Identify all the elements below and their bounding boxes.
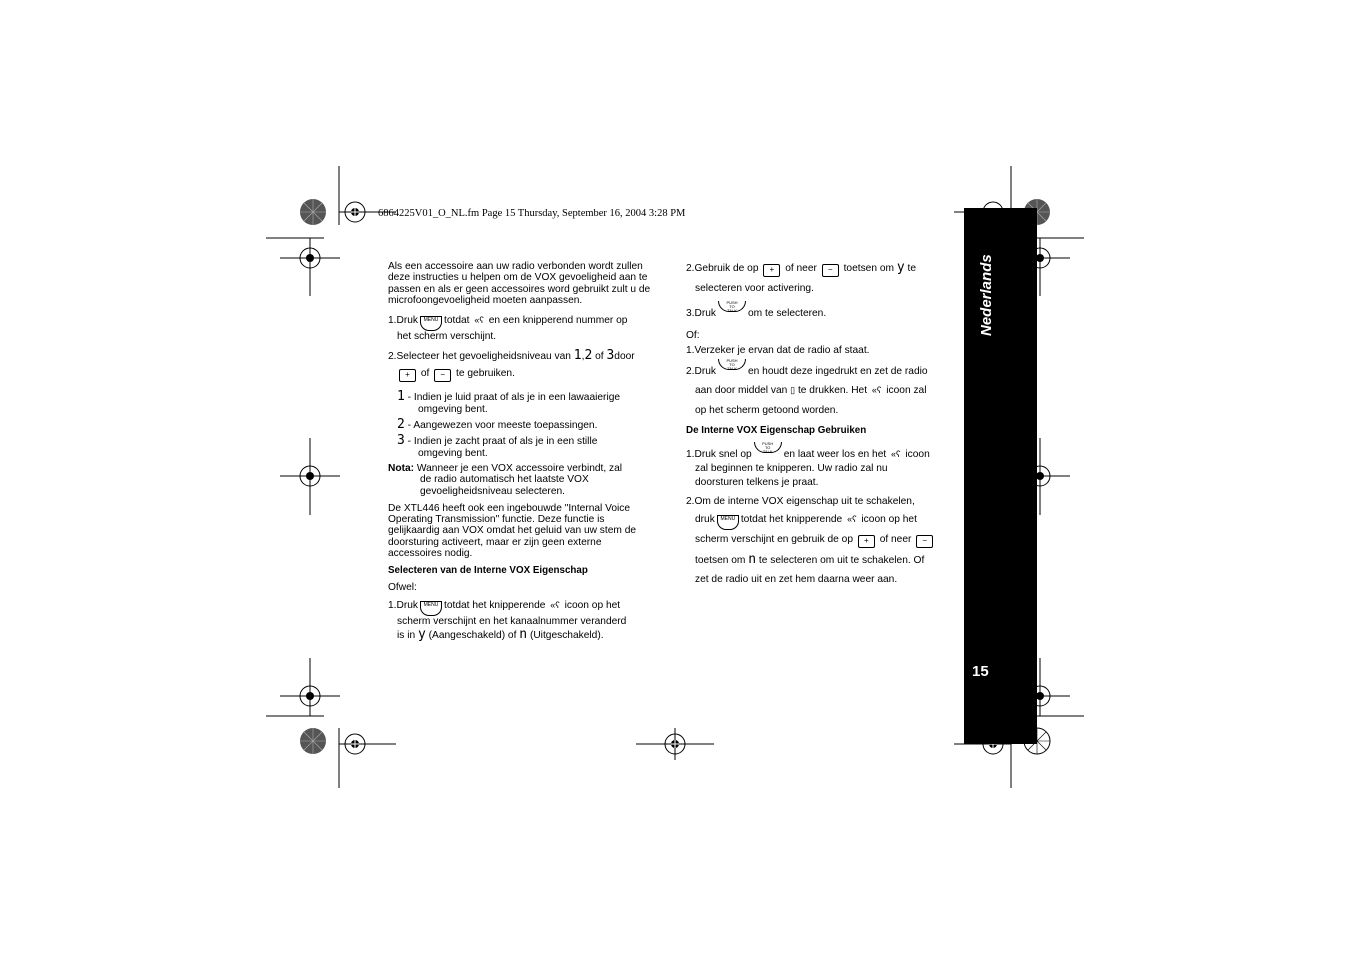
minus-key-icon: − xyxy=(434,369,451,382)
of-label: Of: xyxy=(686,329,700,341)
minus-key-icon: − xyxy=(822,264,839,277)
file-header: 6864225V01_O_NL.fm Page 15 Thursday, September 16, 2004 3:28 PM xyxy=(378,208,686,219)
plus-key-icon: + xyxy=(858,535,875,548)
select-step-1: 1.Druk MENU totdat het knipperende «ʕ icoon op het xyxy=(388,597,660,616)
vox-icon: «ʕ xyxy=(891,449,901,459)
sidebar-language-title: Nederlands xyxy=(978,254,995,336)
vox-icon: «ʕ xyxy=(847,514,857,524)
alt-step-2: 2.DrukPUSH TO TALK en houdt deze ingedrukt en zet de radio xyxy=(686,357,928,377)
plus-key-icon: + xyxy=(399,369,416,382)
seg-n-icon: n xyxy=(519,627,528,643)
seg-n-icon: n xyxy=(748,551,757,567)
level-2: 2 - Aangewezen voor meeste toepassingen. xyxy=(397,417,598,433)
alt-step-1: 1.Verzeker je ervan dat de radio af staat. xyxy=(686,344,870,356)
plus-key-icon: + xyxy=(763,264,780,277)
ptt-key-icon: PUSH TO TALK xyxy=(718,301,746,312)
step-1: 1.Druk MENU totdat «ʕ en een knipperend nummer op xyxy=(388,312,660,331)
seg-2-icon: 2 xyxy=(584,348,593,364)
ptt-key-icon: PUSH TO TALK xyxy=(718,359,746,370)
use-step-2: 2.Om de interne VOX eigenschap uit te schakelen, xyxy=(686,496,915,507)
level-3: 3 - Indien je zacht praat of als je in een stille xyxy=(397,433,598,449)
section-heading-select: Selecteren van de Interne VOX Eigenschap xyxy=(388,565,588,577)
use-step-1: 1.Druk snel opPUSH TO TALK en laat weer los en het «ʕ icoon xyxy=(686,441,930,460)
vox-icon: «ʕ xyxy=(871,385,882,395)
activate-step-2: 2.Gebruik de op + of neer − toetsen om y te xyxy=(686,260,917,275)
seg-3-icon: 3 xyxy=(606,348,615,364)
seg-1-icon: 1 xyxy=(573,348,582,364)
menu-key-icon: MENU xyxy=(420,601,442,616)
intro-paragraph: Als een accessoire aan uw radio verbonden wordt zullen deze instructies u helpen om de VOX gevoeligheid aan te passen en als er geen accessoires word gebruikt zult u de microfoongevoeligheid moeten aanpassen. xyxy=(388,261,651,306)
step-2: 2.Selecteer het gevoeligheidsniveau van 1,2 of 3door xyxy=(388,348,635,364)
nota: Nota: Wanneer je een VOX accessoire verbindt, zal xyxy=(388,462,623,474)
minus-key-icon: − xyxy=(916,535,933,548)
section-heading-use: De Interne VOX Eigenschap Gebruiken xyxy=(686,425,867,436)
step-1-cont: het scherm verschijnt. xyxy=(397,331,497,343)
activate-step-3: 3.DrukPUSH TO TALK om te selecteren. xyxy=(686,300,827,319)
vox-icon: «ʕ xyxy=(474,315,484,326)
vox-icon: «ʕ xyxy=(550,599,560,610)
left-column: Als een accessoire aan uw radio verbonden wordt zullen deze instructies u helpen om de VOX gevoeligheid aan te passen en als er geen accessoires word gebruikt zult u de microfoongevoeligheid moeten aanpassen. 1.Druk MENU totdat «ʕ en een knipperend nummer op het scherm verschijnt. 2.Selecteer het gevoeligheidsniveau van 1,2 of 3door + of − te gebruiken. 1 - Indien je luid praat of als je in een lawaaierige omgeving bent. 2 - Aangewezen voor meeste toepassingen. 3 - Indien je zacht praat of als je in een stille omgeving bent. Nota: Wanneer je een VOX accessoire verbindt, zal de radio automatisch het laatste VOX gevoeligheidsniveau selecteren. De XTL446 heeft ook een ingebouwde "Internal Voice Operating Transmission" functie. Deze functie is gelijkaardig aan VOX omdat het geluid van uw stem de doorsturing activeert, maar er zijn geen externe accessoires nodig. Selecteren van de Interne VOX Eigenschap Ofwel: 1.Druk MENU totdat het knipperende «ʕ icoon op het scherm verschijnt en het kanaalnummer veranderd is in y (Aangeschakeld) of n (Uitgeschakeld). xyxy=(388,261,660,644)
xtl-paragraph: De XTL446 heeft ook een ingebouwde "Internal Voice xyxy=(388,502,631,514)
ofwel-label: Ofwel: xyxy=(388,581,417,593)
right-column: 2.Gebruik de op + of neer − toetsen om y te selecteren voor activering. 3.DrukPUSH TO TALK om te selecteren. Of: 1.Verzeker je ervan dat de radio af staat. 2.DrukPUSH TO TALK en houdt deze ingedrukt en zet de radio aan door middel van ▯ te drukken. Het «ʕ icoon zal op het scherm getoond worden. De Interne VOX Eigenschap Gebruiken 1.Druk snel opPUSH TO TALK en laat weer los en het «ʕ icoon zal beginnen te knipperen. Uw radio zal nu doorsturen telkens je praat. 2.Om de interne VOX eigenschap uit te schakelen, druk MENU totdat het knipperende «ʕ icoon op het scherm verschijnt en gebruik de op + of neer − toetsen om n te selecteren om uit te schakelen. Of zet de radio uit en zet hem daarna weer aan. xyxy=(686,258,956,590)
page-number: 15 xyxy=(972,663,989,680)
step-2-cont: + of − te gebruiken. xyxy=(388,365,660,383)
ptt-key-icon: PUSH TO TALK xyxy=(754,442,782,453)
seg-y-icon: y xyxy=(417,627,426,643)
side-button-icon: ▯ xyxy=(790,385,796,395)
menu-key-icon: MENU xyxy=(420,316,442,331)
seg-y-icon: y xyxy=(896,260,905,275)
level-1: 1 - Indien je luid praat of als je in een lawaaierige xyxy=(397,389,621,405)
menu-key-icon: MENU xyxy=(717,515,739,530)
